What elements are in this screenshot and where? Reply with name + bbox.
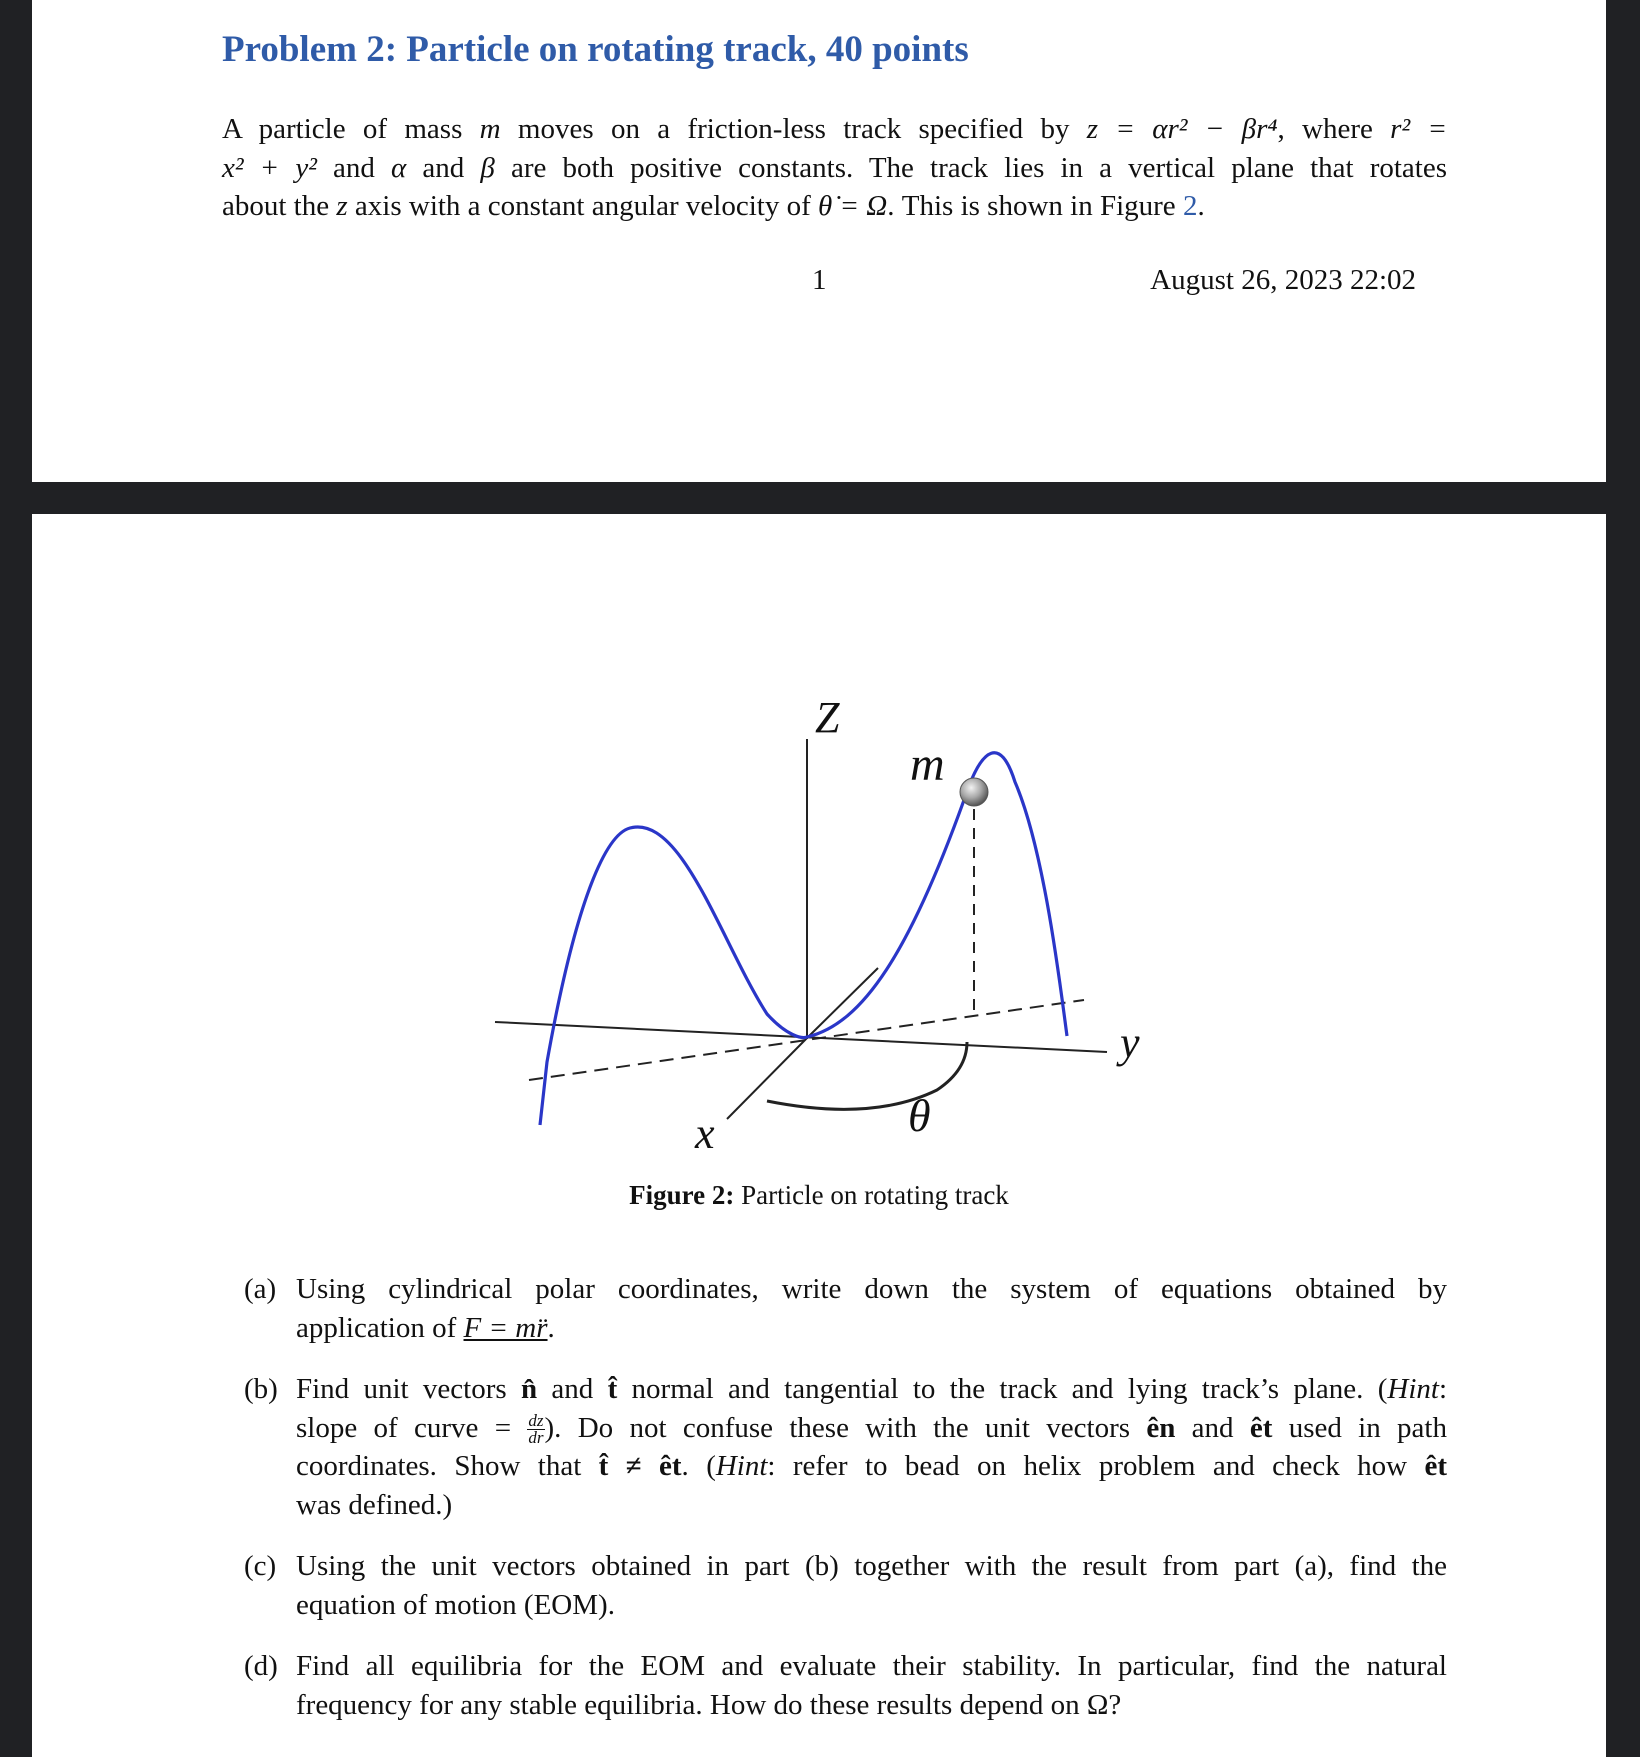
part-label: (c): [244, 1550, 277, 1582]
dz-dr-fraction: $\frac{dz}{dr}$: [528, 1411, 544, 1448]
date-stamp: August 26, 2023 22:02: [1150, 264, 1416, 296]
y-label: y: [1120, 1018, 1140, 1067]
problem-statement: [222, 110, 1447, 226]
problem-title: Problem 2: Particle on rotating track, 40 points: [222, 29, 969, 70]
part-label: (b): [244, 1373, 278, 1405]
page-number: 1: [812, 264, 827, 296]
m-label: m: [910, 738, 945, 791]
part-label: (d): [244, 1650, 278, 1682]
rotated-plane-line: [807, 968, 878, 1038]
pdf-page-2: [32, 514, 1606, 1757]
rotating-track-figure: [32, 514, 1606, 1174]
x-label: x: [695, 1109, 715, 1158]
part-a: (a) Using cylindrical polar coordinates, write down the system of equations obtained by application of F = mr̈.: [244, 1270, 1447, 1347]
track-curve: [540, 753, 1067, 1125]
statement-line-3: about the z axis with a constant angular velocity of θ̇ = Ω. This is shown in Figure 2.: [222, 190, 1205, 222]
theta-label: θ: [908, 1090, 931, 1141]
figure-caption: Figure 2: Particle on rotating track: [629, 1180, 1009, 1210]
part-c: (c) Using the unit vectors obtained in part (b) together with the result from part (a), find the equation of motion (EOM).: [244, 1547, 1447, 1624]
statement-line-2: x² + y² and α and β are both positive constants. The track lies in a vertical plane that rotates: [222, 151, 1448, 184]
theta-arc: [767, 1042, 967, 1109]
part-b: (b) Find unit vectors n̂ and t̂ normal and tangential to the track and lying track’s plane. (Hint: slope of curve = $\frac{dz}{dr}$ ). Do not confuse these with the unit vectors ên and êt used in path coordinates. Show that t̂ ≠ êt. (Hint: refer to bead on helix problem and check how êt was defined.): [244, 1370, 1447, 1524]
figure-reference-link[interactable]: 2: [1182, 190, 1198, 222]
pdf-page-1: [32, 0, 1606, 482]
part-label: (a): [244, 1273, 277, 1305]
z-label: Z: [815, 693, 840, 742]
mass-particle: [960, 778, 988, 806]
part-d: (d) Find all equilibria for the EOM and evaluate their stability. In particular, find the natural frequency for any stable equilibria. How do these results depend on Ω?: [244, 1647, 1447, 1724]
problem-parts: [244, 1270, 1447, 1724]
statement-line-1: A particle of mass m moves on a friction-less track specified by z = αr² − βr⁴, where r² =: [222, 113, 1448, 145]
